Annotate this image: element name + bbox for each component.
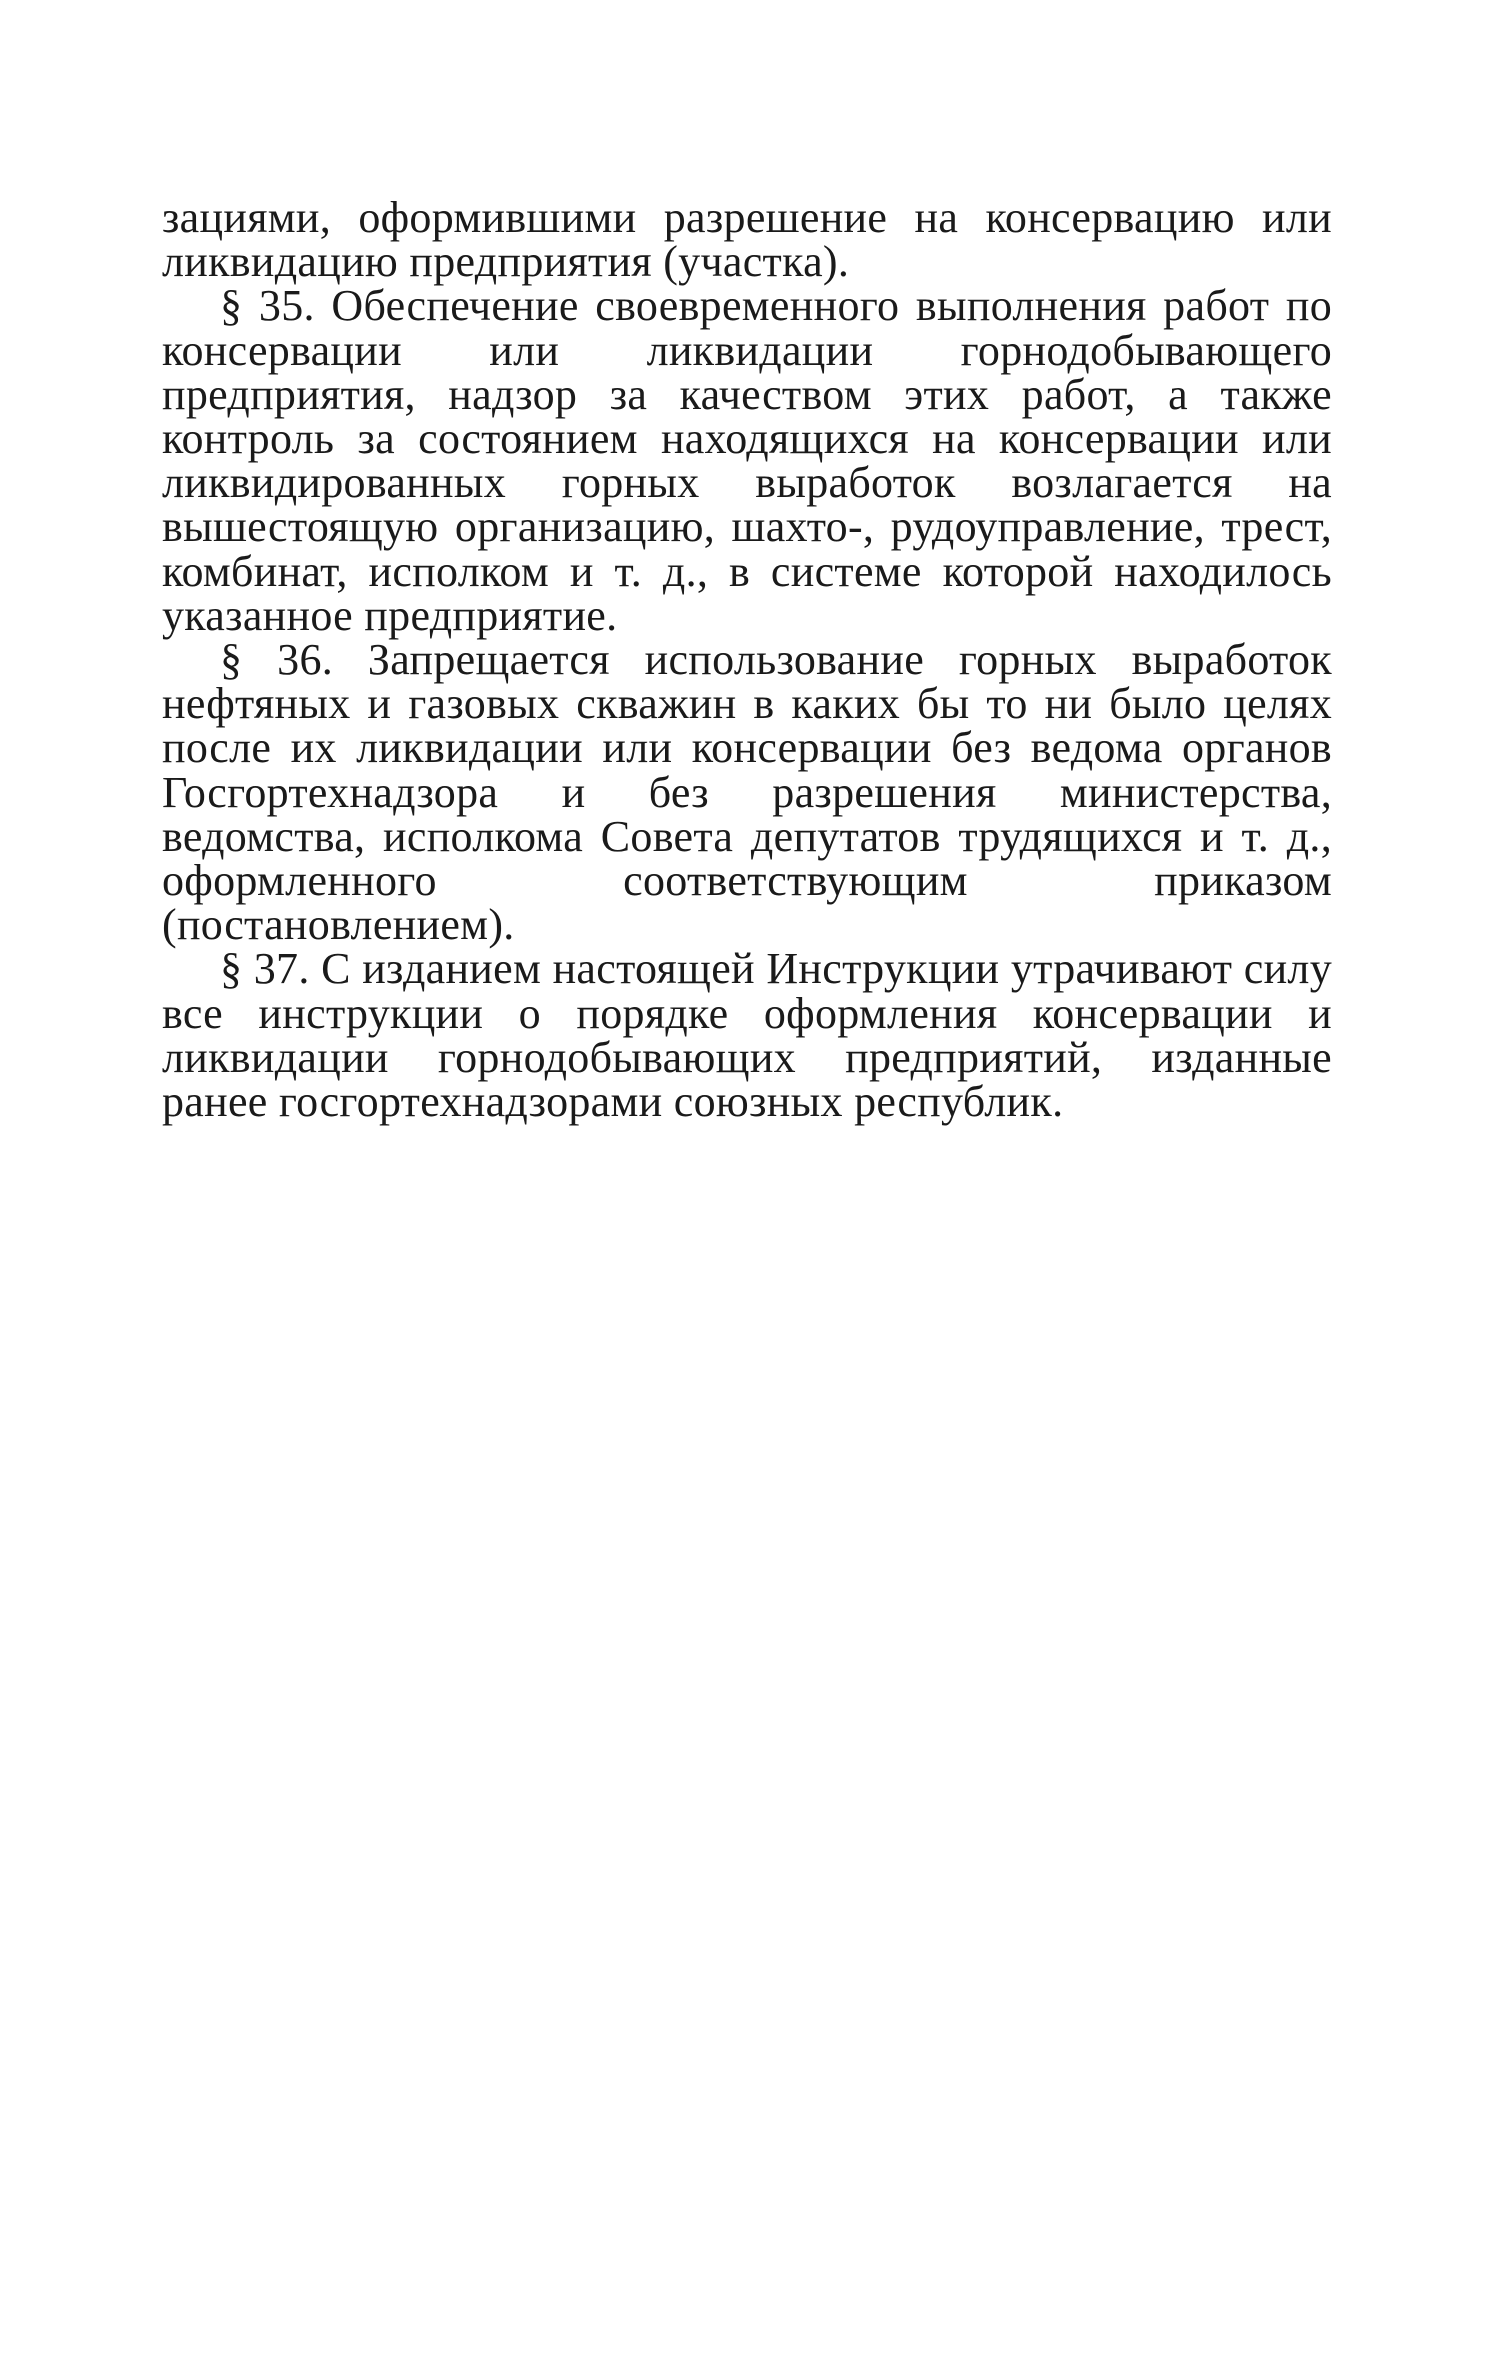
paragraph-section-36: § 36. Запрещается использование горных выработок нефтяных и газовых скважин в каких бы то ни было целях после их ликвидации или консервации без ведома органов Госгортехнадзора и без разрешения министерства, ведомства, исполкома Совета депутатов трудящихся и т. д., оформленного соответствующим приказом (постановлением). <box>162 635 1332 950</box>
paragraph-section-35: § 35. Обеспечение своевременного выполнения работ по консервации или ликвидации горнодобывающего предприятия, надзор за качеством этих работ, а также контроль за состоянием находящихся на консервации или ликвидированных горных выработок возлагается на вышестоящую организацию, шахто-, рудоуправление, трест, комбинат, исполком и т. д., в системе которой находилось указанное предприятие. <box>162 281 1332 640</box>
document-body <box>162 193 1332 1127</box>
paragraph-continuation: зациями, оформившими разрешение на консервацию или ликвидацию предприятия (участка). <box>162 193 1332 287</box>
paragraph-section-37: § 37. С изданием настоящей Инструкции утрачивают силу все инструкции о порядке оформления консервации и ликвидации горнодобывающих предприятий, изданные ранее госгортехнадзорами союзных республик. <box>162 944 1332 1127</box>
